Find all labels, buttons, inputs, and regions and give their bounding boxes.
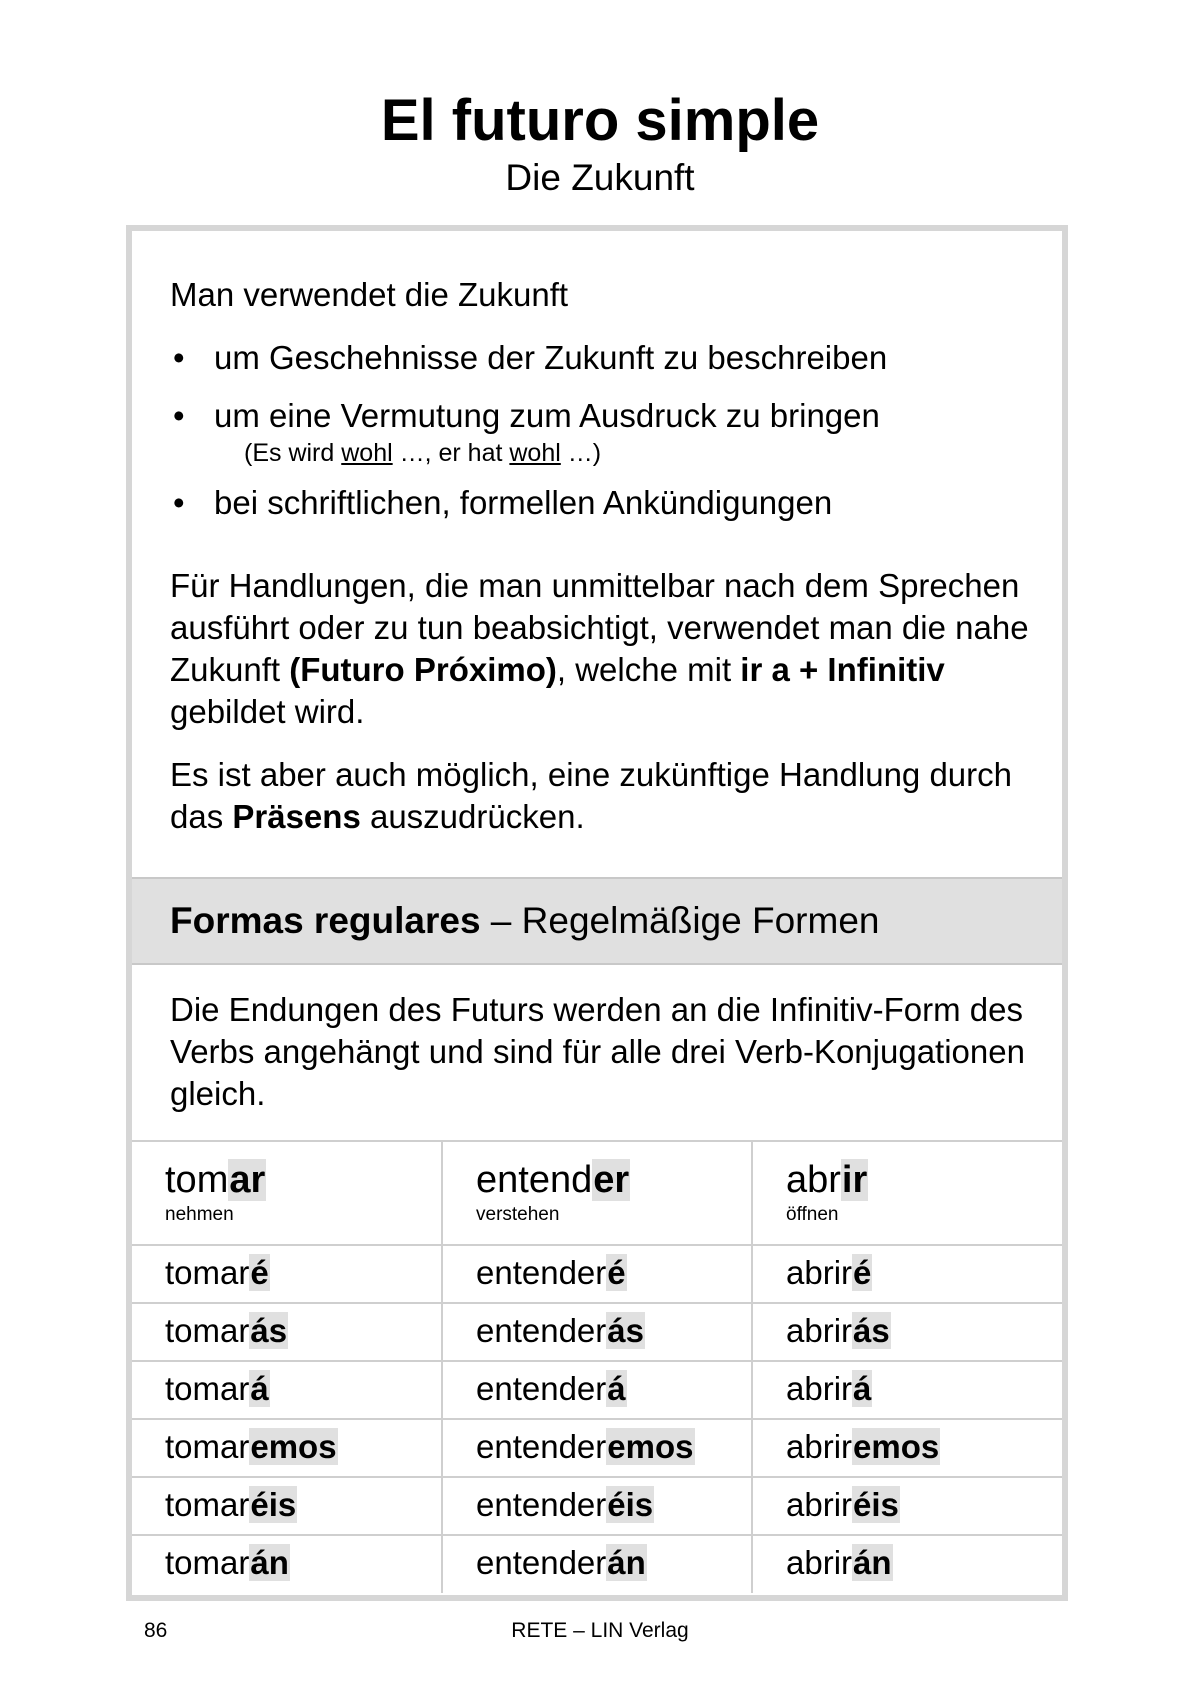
form-ending: á [607,1370,626,1407]
form-ending: án [250,1544,289,1581]
table-row [132,1477,1062,1535]
conjugation-cell [442,1477,752,1535]
bullet-note [244,438,601,468]
conjugation-cell [132,1245,442,1303]
form-stem: entender [476,1428,607,1465]
paragraph-text: auszudrücken. [360,798,585,835]
form-ending: á [250,1370,269,1407]
form-ending: án [853,1544,892,1581]
verb-stem: entend [476,1159,593,1201]
conjugation-cell [132,1419,442,1477]
conjugation-cell [752,1477,1062,1535]
paragraph-text: Für Handlungen, die man unmittelbar nach dem Sprechen ausführt oder zu tun beabsichtigt, verwendet man die nahe Zukunft [170,567,1029,688]
paragraph-text: gebildet wird. [170,693,365,730]
conjugation-cell [132,1535,442,1593]
verb-header-cell [442,1141,752,1245]
infinitive [786,1158,1062,1202]
paragraph-text: Es ist aber auch möglich, eine zukünftige Handlung durch das [170,756,1012,835]
form-stem: abrir [786,1370,853,1407]
table-row [132,1245,1062,1303]
conjugation-cell [752,1535,1062,1593]
paragraph-bold: Präsens [232,798,361,835]
note-underlined-word: wohl [341,439,393,467]
conjugation-cell [752,1361,1062,1419]
verb-ending: ir [841,1159,868,1201]
conjugation-cell [442,1535,752,1593]
form-ending: éis [250,1486,297,1523]
form-stem: abrir [786,1486,853,1523]
paragraph-endings: Die Endungen des Futurs werden an die Infinitiv-Form des Verbs angehängt und sind für alle drei Verb-Konjugationen gleich. [170,991,1025,1112]
page-title: El futuro simple [380,88,820,153]
bullet-text: um eine Vermutung zum Ausdruck zu bringen [214,397,880,434]
section-heading [170,899,879,943]
paragraph-futuro-proximo [170,565,1050,733]
publisher-footer: RETE – LIN Verlag [511,1619,689,1642]
paragraph-bold: (Futuro Próximo) [289,651,557,688]
bullet-dot-icon: • [173,339,185,376]
conjugation-cell [752,1303,1062,1361]
intro-lead: Man verwendet die Zukunft [170,276,569,313]
form-ending: emos [250,1428,337,1465]
form-stem: abrir [786,1428,853,1465]
conjugation-table [132,1140,1062,1593]
form-stem: abrir [786,1544,853,1581]
form-stem: tomar [165,1370,250,1407]
table-row [132,1419,1062,1477]
form-ending: án [607,1544,646,1581]
verb-header-cell [752,1141,1062,1245]
form-ending: é [250,1254,269,1291]
form-stem: tomar [165,1544,250,1581]
form-ending: emos [853,1428,940,1465]
section-heading-bold: Formas regulares [170,900,481,941]
form-stem: entender [476,1370,607,1407]
form-ending: emos [607,1428,694,1465]
paragraph-text: , welche mit [556,651,741,688]
form-ending: á [853,1370,872,1407]
form-stem: tomar [165,1428,250,1465]
conjugation-cell [442,1361,752,1419]
verb-ending: er [593,1159,630,1201]
form-stem: tomar [165,1312,250,1349]
bullet-item [173,337,888,379]
table-row [132,1535,1062,1593]
form-ending: ás [250,1312,288,1349]
bullet-dot-icon: • [173,397,185,434]
conjugation-cell [752,1245,1062,1303]
form-ending: é [853,1254,872,1291]
bullet-dot-icon: • [173,484,185,521]
paragraph-presente [170,754,1050,838]
section-header [132,877,1062,965]
conjugation-cell [442,1245,752,1303]
translation: nehmen [165,1204,234,1225]
bullet-item [173,395,880,437]
form-stem: abrir [786,1254,853,1291]
conjugation-cell [132,1477,442,1535]
note-text: (Es wird [244,439,342,467]
conjugation-cell [132,1361,442,1419]
note-underlined-word: wohl [509,439,561,467]
content-box [126,225,1068,1601]
verb-stem: tom [165,1159,229,1201]
note-text: …, er hat [392,439,510,467]
form-stem: entender [476,1486,607,1523]
form-stem: abrir [786,1312,853,1349]
form-stem: tomar [165,1486,250,1523]
form-ending: é [607,1254,626,1291]
conjugation-cell [752,1419,1062,1477]
table-row [132,1303,1062,1361]
form-stem: entender [476,1312,607,1349]
form-ending: éis [607,1486,654,1523]
form-ending: éis [853,1486,899,1523]
conjugation-cell [132,1303,442,1361]
translation: öffnen [786,1204,839,1225]
table-header-row [132,1141,1062,1245]
bullet-text: bei schriftlichen, formellen Ankündigungen [214,484,833,521]
note-text: …) [560,439,602,467]
conjugation-cell [442,1303,752,1361]
bullet-text: um Geschehnisse der Zukunft zu beschreiben [214,339,888,376]
translation: verstehen [476,1204,560,1225]
form-ending: ás [853,1312,890,1349]
form-stem: tomar [165,1254,250,1291]
form-stem: entender [476,1544,607,1581]
section-heading-rest: – Regelmäßige Formen [480,900,880,941]
form-ending: ás [607,1312,644,1349]
form-stem: entender [476,1254,607,1291]
paragraph-bold: ir a + Infinitiv [740,651,945,688]
infinitive [165,1158,441,1202]
verb-stem: abr [786,1159,841,1201]
verb-ending: ar [229,1159,266,1201]
infinitive [476,1158,751,1202]
table-row [132,1361,1062,1419]
conjugation-cell [442,1419,752,1477]
verb-header-cell [132,1141,442,1245]
bullet-item [173,482,833,524]
page-subtitle: Die Zukunft [505,157,695,198]
page-number: 86 [144,1619,168,1642]
